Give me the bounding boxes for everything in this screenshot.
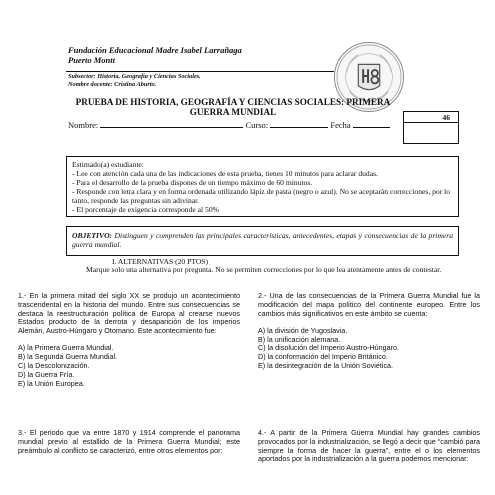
section-title: I. ALTERNATIVAS (20 PTOS) <box>112 257 209 266</box>
question-2-option[interactable]: A) la división de Yugoslavia. <box>258 325 348 335</box>
school-city: Puerto Montt <box>68 55 115 65</box>
course-field[interactable] <box>270 120 328 128</box>
instructions-box <box>66 156 459 217</box>
objective-label: OBJETIVO: <box>72 231 113 240</box>
course-label: Curso: <box>245 120 269 130</box>
objective-box <box>66 226 459 256</box>
date-field[interactable] <box>353 120 390 128</box>
date-label: Fecha <box>330 120 351 130</box>
student-info-row <box>68 120 398 131</box>
objective-text: Distinguen y comprenden las principales características, antecedentes, etapas y consecuencias de la primera guerra mundial. <box>72 231 453 250</box>
question-4-text: 4.- A partir de la Primera Guerra Mundial hay grandes cambios provocados por la industrialización, se llegó a decir que “cambió para siempre la forma de hacer la guerra”, entre el o los elementos aportados por la industrialización a la guerra podemos mencionar: <box>258 428 480 464</box>
score-value: 46 <box>442 113 450 122</box>
question-1-text: 1.- En la primera mitad del siglo XX se produjo un acontecimiento trascendental en la historia del mundo. Entre sus consecuencias se destaca la reestructuración política de Europa al crearse nuevos Estados producto de la derrota y desaparición de los imperios Alemán, Austro-Húngaro y Otomano. Este acontecimiento fue: <box>18 291 240 336</box>
exam-title-line1: PRUEBA DE HISTORIA, GEOGRAFÍA Y CIENCIAS SOCIALES: PRIMERA <box>75 97 391 107</box>
score-box-divider <box>404 122 458 123</box>
instruction-item: - El porcentaje de exigencia corresponde al 50% <box>72 205 219 215</box>
question-1-option[interactable]: E) la Unión Europea. <box>18 378 85 388</box>
instruction-item: - Responde con letra clara y en forma ordenada utilizando lápiz de pasta (negro o azul). No se aceptarán correcciones, por lo tanto, responde las preguntas sin adivinar. <box>72 187 451 206</box>
exam-title <box>68 97 398 117</box>
question-1-option[interactable]: A) la Primera Guerra Mundial. <box>18 343 114 353</box>
section-instructions: Marque solo una alternativa por pregunta. No se permiten correcciones por lo que lea atentamente antes de contestar. <box>86 265 442 274</box>
school-name-line1: Fundación Educacional Madre Isabel Larrañaga <box>68 45 242 55</box>
school-name <box>68 45 242 65</box>
score-box <box>403 111 459 144</box>
question-1 <box>18 292 240 388</box>
exam-title-line2: GUERRA MUNDIAL <box>189 107 277 117</box>
question-3-text: 3.- El periodo que va entre 1870 y 1914 comprende el panorama mundial previo al estallido de la Primera Guerra Mundial; este preámbulo al conflicto se caracterizó, entre otros elementos por: <box>18 428 240 455</box>
subsector-line: Subsector: Historia, Geografía y Ciencias Sociales. <box>68 73 201 80</box>
question-2-text: 2.- Una de las consecuencias de la Primera Guerra Mundial fue la modificación del mapa político del continente europeo. Entre los cambios más significativos en este ámbito se cuenta: <box>258 291 480 318</box>
name-label: Nombre: <box>68 120 99 130</box>
question-2 <box>258 292 480 371</box>
teacher-line: Nombre docente: Cristina Aburto. <box>68 81 157 88</box>
question-2-option[interactable]: E) la desintegración de la Unión Soviética. <box>258 361 394 371</box>
question-2-option[interactable]: D) la conformación del Imperio Británico. <box>258 352 388 362</box>
header-rule <box>66 71 334 72</box>
question-1-option[interactable]: B) la Segunda Guerra Mundial. <box>18 352 118 362</box>
subject-info <box>68 73 201 89</box>
name-field[interactable] <box>100 120 243 128</box>
question-1-option[interactable]: D) la Guerra Fría. <box>18 369 75 379</box>
instruction-item: - Lee con atención cada una de las indicaciones de esta prueba, tienes 10 minutos para aclarar dudas. <box>72 169 378 179</box>
question-3 <box>18 429 240 455</box>
question-1-option[interactable]: C) la Descolonización. <box>18 361 90 371</box>
instruction-item: - Para el desarrollo de la prueba dispones de un tiempo máximo de 60 minutos. <box>72 178 313 188</box>
question-2-option[interactable]: C) la disolución del Imperio Austro-Húngaro. <box>258 343 400 353</box>
question-4 <box>258 429 480 464</box>
instructions-greeting: Estimado(a) estudiante: <box>72 160 144 169</box>
question-2-option[interactable]: B) la unificación alemana. <box>258 334 341 344</box>
